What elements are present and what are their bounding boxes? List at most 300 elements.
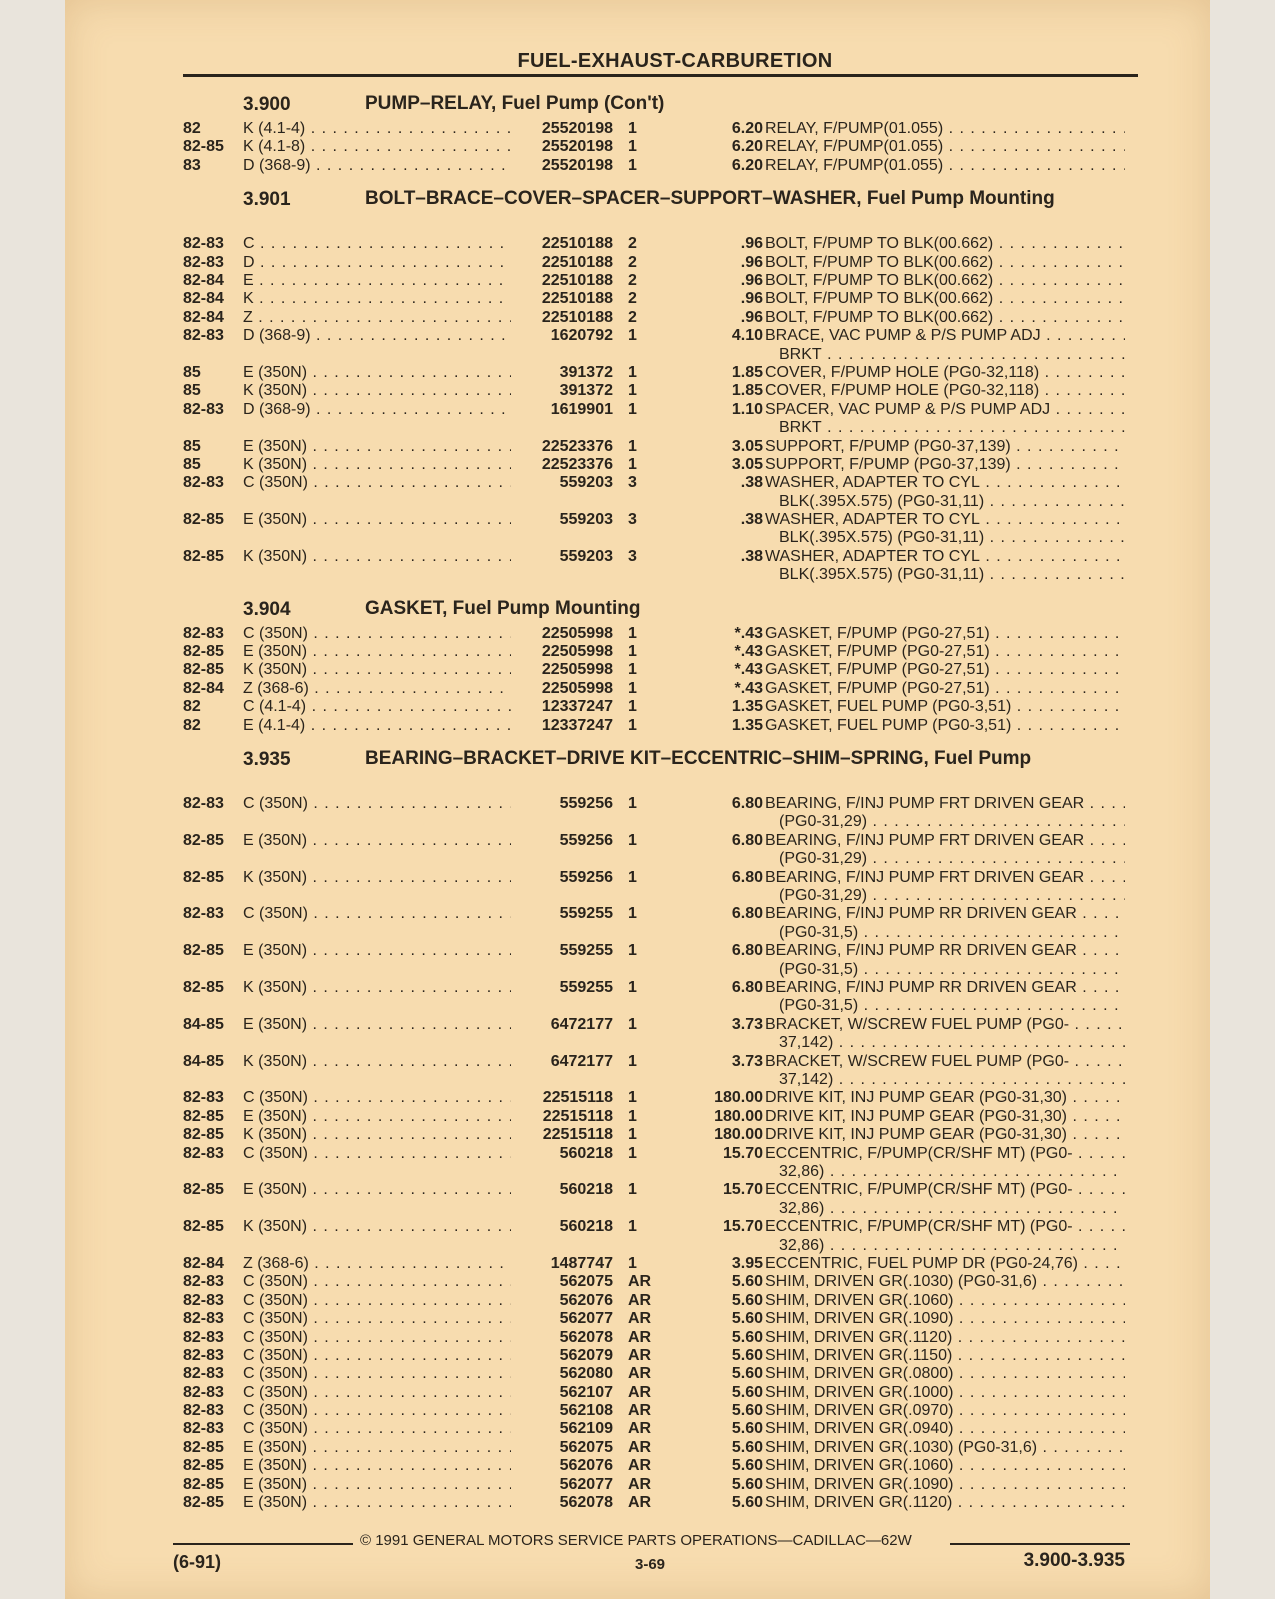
price: .96 (740, 235, 763, 253)
description-line: 32,86) . . . (765, 1200, 1125, 1218)
part-description (765, 942, 1125, 979)
part-number: 22515118 (539, 1108, 613, 1126)
model-year: 82-83 (183, 1089, 224, 1107)
price: 5.60 (731, 1475, 763, 1493)
price: 6.80 (731, 942, 763, 960)
part-description (765, 1292, 1125, 1310)
model-year: 82-84 (183, 679, 224, 697)
part-number: 1620792 (547, 327, 613, 345)
quantity: 1 (628, 661, 637, 679)
part-description (765, 327, 1125, 364)
price: 5.60 (731, 1494, 763, 1512)
engine-code: C (4.1-4) . . . (243, 698, 511, 716)
model-year: 82-83 (183, 1291, 224, 1309)
price: 1.35 (731, 716, 763, 734)
description-line: SHIM, DRIVEN GR(.1120) . . . (765, 1494, 1125, 1512)
quantity: 2 (628, 271, 637, 289)
table-row (183, 157, 1143, 175)
model-year: 82-84 (183, 1254, 224, 1272)
engine-code: E (350N) . . . (243, 438, 511, 456)
price: 1.35 (731, 698, 763, 716)
part-number: 22505998 (538, 643, 613, 661)
quantity: 1 (628, 1015, 637, 1033)
description-line: COVER, F/PUMP HOLE (PG0-32,118) . . . (765, 364, 1125, 382)
description-line: 37,142) . . . (765, 1071, 1125, 1089)
part-description (765, 698, 1125, 716)
price: .96 (740, 308, 763, 326)
engine-code: E (350N) . . . (243, 1439, 511, 1457)
part-description (765, 254, 1125, 272)
part-number: 22505998 (538, 661, 613, 679)
table-row (183, 942, 1143, 979)
engine-code: K (350N) . . . (243, 548, 511, 566)
price: 6.20 (731, 120, 763, 137)
model-year: 82-83 (183, 400, 224, 418)
description-line: (PG0-31,5) . . . (765, 924, 1125, 942)
table-row (183, 1273, 1143, 1291)
price: 180.00 (714, 1089, 763, 1107)
part-description (765, 1181, 1125, 1218)
quantity: 1 (628, 942, 637, 960)
part-number: 22523376 (538, 438, 613, 456)
quantity: 1 (628, 643, 637, 661)
model-year: 82-85 (183, 1438, 224, 1456)
quantity: AR (628, 1328, 652, 1346)
quantity: 1 (628, 455, 637, 473)
engine-code: C (350N) . . . (243, 795, 511, 813)
quantity: 1 (628, 1126, 637, 1144)
engine-code: C (350N) . . . (243, 1347, 511, 1365)
quantity: 1 (628, 716, 637, 734)
model-year: 82 (183, 698, 201, 716)
part-description (765, 1053, 1125, 1090)
section-rows (183, 625, 1143, 735)
description-line: SHIM, DRIVEN GR(.1120) . . . (765, 1329, 1125, 1347)
part-description (765, 1310, 1125, 1328)
model-year: 82-85 (183, 979, 224, 996)
part-description (765, 272, 1125, 290)
model-year: 82-85 (183, 643, 224, 661)
table-row (183, 698, 1143, 716)
part-description (765, 157, 1125, 175)
price: 6.80 (731, 795, 763, 813)
part-number: 562077 (556, 1310, 613, 1328)
model-year: 85 (183, 363, 201, 381)
model-year: 82-85 (183, 1457, 224, 1475)
quantity: 2 (628, 308, 637, 326)
model-year: 82-83 (183, 624, 224, 642)
part-number: 559255 (556, 942, 613, 960)
catalog-page (65, 0, 1210, 1599)
price: *.43 (734, 679, 763, 697)
description-line: SHIM, DRIVEN GR(.1060) . . . (765, 1457, 1125, 1475)
part-description (765, 474, 1125, 511)
table-row (183, 438, 1143, 456)
engine-code: C (350N) . . . (243, 905, 511, 923)
model-year: 82-83 (183, 1365, 224, 1383)
description-line: SHIM, DRIVEN GR(.1090) . . . (765, 1476, 1125, 1494)
table-row (183, 680, 1143, 698)
engine-code: K (350N) . . . (243, 456, 511, 474)
part-number: 560218 (556, 1145, 613, 1163)
table-row (183, 717, 1143, 735)
part-description (765, 1016, 1125, 1053)
section-header (183, 189, 1143, 231)
price: 180.00 (714, 1126, 763, 1144)
price: .38 (740, 511, 763, 529)
table-row (183, 625, 1143, 643)
part-number: 22523376 (538, 456, 613, 474)
part-description (765, 364, 1125, 382)
table-row (183, 1439, 1143, 1457)
engine-code: K (350N) . . . (243, 1053, 511, 1071)
part-description (765, 1108, 1125, 1126)
section-block (183, 599, 1143, 735)
part-number: 22505998 (538, 680, 613, 698)
part-number: 12337247 (538, 717, 613, 735)
table-row (183, 1016, 1143, 1053)
section-rows (183, 235, 1143, 585)
description-line: RELAY, F/PUMP(01.055) . . . (765, 138, 1125, 156)
part-number: 22515118 (539, 1126, 613, 1144)
model-year: 82 (183, 120, 201, 137)
part-number: 562076 (556, 1292, 613, 1310)
header-rule (183, 74, 1138, 77)
part-description (765, 1439, 1125, 1457)
price: 5.60 (731, 1457, 763, 1475)
model-year: 82-84 (183, 308, 224, 326)
model-year: 82-85 (183, 511, 224, 529)
table-row (183, 1402, 1143, 1420)
description-line: SHIM, DRIVEN GR(.1060) . . . (765, 1292, 1125, 1310)
table-row (183, 1347, 1143, 1365)
part-description (765, 869, 1125, 906)
part-number: 12337247 (538, 698, 613, 716)
section-number: 3.900 (243, 94, 291, 115)
model-year: 82-83 (183, 1144, 224, 1162)
model-year: 82-83 (183, 1310, 224, 1328)
description-line: GASKET, F/PUMP (PG0-27,51) . . . (765, 661, 1125, 679)
quantity: AR (628, 1273, 652, 1291)
engine-code: C . . . (243, 235, 511, 253)
model-year: 82-83 (183, 235, 224, 253)
part-number: 562076 (556, 1457, 613, 1475)
price: 5.60 (731, 1273, 763, 1291)
description-line: SHIM, DRIVEN GR(.0800) . . . (765, 1365, 1125, 1383)
part-number: 6472177 (547, 1053, 613, 1071)
description-line: ECCENTRIC, FUEL PUMP DR (PG0-24,76) . . . (765, 1255, 1125, 1273)
description-line: RELAY, F/PUMP(01.055) . . . (765, 120, 1125, 138)
part-description (765, 511, 1125, 548)
part-description (765, 1329, 1125, 1347)
quantity: AR (628, 1420, 652, 1438)
table-row (183, 474, 1143, 511)
engine-code: E (350N) . . . (243, 942, 511, 960)
description-line: BOLT, F/PUMP TO BLK(00.662) . . . (765, 272, 1125, 290)
section-title: BEARING–BRACKET–DRIVE KIT–ECCENTRIC–SHIM–SPRING, Fuel Pump (365, 748, 1032, 770)
engine-code: D . . . (243, 254, 511, 272)
engine-code: C (350N) . . . (243, 474, 511, 492)
engine-code: E (350N) . . . (243, 1457, 511, 1475)
table-row (183, 382, 1143, 400)
description-line: GASKET, F/PUMP (PG0-27,51) . . . (765, 680, 1125, 698)
description-line: BRACE, VAC PUMP & P/S PUMP ADJ . . . (765, 327, 1125, 345)
quantity: 1 (628, 698, 637, 716)
model-year: 82-85 (183, 547, 224, 565)
description-line: ECCENTRIC, F/PUMP(CR/SHF MT) (PG0- . . . (765, 1181, 1125, 1199)
description-line: BLK(.395X.575) (PG0-31,11) . . . (765, 529, 1125, 547)
description-line: DRIVE KIT, INJ PUMP GEAR (PG0-31,30) . . . (765, 1089, 1125, 1107)
model-year: 84-85 (183, 1052, 224, 1070)
description-line: ECCENTRIC, F/PUMP(CR/SHF MT) (PG0- . . . (765, 1145, 1125, 1163)
price: 3.73 (731, 1015, 763, 1033)
part-number: 562080 (556, 1365, 613, 1383)
model-year: 82-83 (183, 1346, 224, 1364)
description-line: BEARING, F/INJ PUMP RR DRIVEN GEAR . . . (765, 979, 1125, 997)
model-year: 84-85 (183, 1015, 224, 1033)
part-description (765, 625, 1125, 643)
table-row (183, 643, 1143, 661)
engine-code: K (350N) . . . (243, 1126, 511, 1144)
description-line: (PG0-31,29) . . . (765, 813, 1125, 831)
model-year: 82-85 (183, 1107, 224, 1125)
part-description (765, 1273, 1125, 1291)
section-title: BOLT–BRACE–COVER–SPACER–SUPPORT–WASHER, Fuel Pump Mounting (365, 188, 1055, 210)
engine-code: C (350N) . . . (243, 1329, 511, 1347)
price: 15.70 (722, 1218, 763, 1236)
part-number: 22505998 (538, 625, 613, 643)
price: .96 (740, 253, 763, 271)
quantity: 1 (628, 905, 637, 923)
quantity: AR (628, 1494, 652, 1512)
price: 15.70 (722, 1144, 763, 1162)
quantity: 1 (628, 1107, 637, 1125)
engine-code: Z (368-6) . . . (243, 680, 511, 698)
part-number: 559256 (556, 832, 613, 850)
price: 5.60 (731, 1402, 763, 1420)
price: 1.85 (731, 382, 763, 400)
description-line: (PG0-31,5) . . . (765, 997, 1125, 1015)
part-number: 562078 (556, 1494, 613, 1512)
part-description (765, 290, 1125, 308)
model-year: 82 (183, 716, 201, 734)
table-row (183, 1420, 1143, 1438)
table-row (183, 401, 1143, 438)
price: 180.00 (714, 1107, 763, 1125)
section-header (183, 599, 1143, 621)
part-description (765, 138, 1125, 156)
price: 5.60 (731, 1438, 763, 1456)
part-number: 391372 (556, 364, 613, 382)
price: 6.80 (731, 868, 763, 886)
engine-code: E (350N) . . . (243, 1476, 511, 1494)
table-row (183, 290, 1143, 308)
table-row (183, 1053, 1143, 1090)
price: 1.10 (731, 400, 763, 418)
part-description (765, 680, 1125, 698)
quantity: 3 (628, 474, 637, 492)
price: *.43 (734, 624, 763, 642)
description-line: (PG0-31,5) . . . (765, 961, 1125, 979)
table-row (183, 1494, 1143, 1512)
part-number: 559255 (556, 905, 613, 923)
engine-code: D (368-9) . . . (243, 327, 511, 345)
quantity: 1 (628, 400, 637, 418)
part-description (765, 438, 1125, 456)
engine-code: E (350N) . . . (243, 832, 511, 850)
part-description (765, 1126, 1125, 1144)
model-year: 82-83 (183, 1328, 224, 1346)
description-line: GASKET, FUEL PUMP (PG0-3,51) . . . (765, 698, 1125, 716)
description-line: GASKET, FUEL PUMP (PG0-3,51) . . . (765, 717, 1125, 735)
engine-code: K (4.1-8) . . . (243, 138, 511, 156)
part-number: 559203 (556, 548, 613, 566)
part-description (765, 1365, 1125, 1383)
description-line: COVER, F/PUMP HOLE (PG0-32,118) . . . (765, 382, 1125, 400)
price: *.43 (734, 643, 763, 661)
part-description (765, 1457, 1125, 1475)
table-row (183, 1089, 1143, 1107)
quantity: AR (628, 1457, 652, 1475)
table-row (183, 548, 1143, 585)
description-line: BOLT, F/PUMP TO BLK(00.662) . . . (765, 290, 1125, 308)
description-line: SHIM, DRIVEN GR(.0970) . . . (765, 1402, 1125, 1420)
model-year: 82-85 (183, 1494, 224, 1512)
part-number: 562107 (556, 1384, 613, 1402)
part-number: 562109 (556, 1420, 613, 1438)
table-row (183, 235, 1143, 253)
model-year: 82-85 (183, 942, 224, 960)
quantity: 3 (628, 547, 637, 565)
footer-rule-right (950, 1543, 1130, 1545)
parts-listing (183, 94, 1143, 1512)
price: 3.95 (731, 1254, 763, 1272)
engine-code: C (350N) . . . (243, 1273, 511, 1291)
section-title: GASKET, Fuel Pump Mounting (365, 597, 641, 619)
table-row (183, 1329, 1143, 1347)
table-row (183, 979, 1143, 1016)
quantity: 3 (628, 511, 637, 529)
description-line: RELAY, F/PUMP(01.055) . . . (765, 157, 1125, 175)
quantity: 2 (628, 253, 637, 271)
table-row (183, 364, 1143, 382)
price: 5.60 (731, 1383, 763, 1401)
part-number: 25520198 (538, 138, 613, 156)
model-year: 82-83 (183, 327, 224, 345)
table-row (183, 1108, 1143, 1126)
part-number: 559203 (556, 474, 613, 492)
engine-code: E . . . (243, 272, 511, 290)
section-spacer (183, 175, 1143, 189)
table-row (183, 869, 1143, 906)
price: .38 (740, 474, 763, 492)
description-line: WASHER, ADAPTER TO CYL . . . (765, 474, 1125, 492)
model-year: 82-83 (183, 795, 224, 813)
footer-rule-left (173, 1543, 353, 1545)
part-description (765, 235, 1125, 253)
part-number: 560218 (556, 1218, 613, 1236)
table-row (183, 1384, 1143, 1402)
price: 5.60 (731, 1365, 763, 1383)
part-description (765, 643, 1125, 661)
footer-revision-date: (6-91) (173, 1552, 222, 1572)
engine-code: E (350N) . . . (243, 1494, 511, 1512)
part-number: 559256 (556, 869, 613, 887)
engine-code: C (350N) . . . (243, 1292, 511, 1310)
part-number: 560218 (556, 1181, 613, 1199)
price: 3.05 (731, 437, 763, 455)
part-description (765, 979, 1125, 1016)
price: 6.80 (731, 831, 763, 849)
section-header (183, 749, 1143, 791)
model-year: 82-83 (183, 474, 224, 492)
model-year: 82-85 (183, 1475, 224, 1493)
model-year: 82-85 (183, 661, 224, 679)
table-row (183, 120, 1143, 138)
section-number: 3.901 (243, 189, 291, 211)
part-description (765, 401, 1125, 438)
table-row (183, 1457, 1143, 1475)
quantity: AR (628, 1346, 652, 1364)
description-line: (PG0-31,29) . . . (765, 887, 1125, 905)
price: 4.10 (731, 327, 763, 345)
quantity: 1 (628, 1218, 637, 1236)
description-line: SPACER, VAC PUMP & P/S PUMP ADJ . . . (765, 401, 1125, 419)
description-line: SHIM, DRIVEN GR(.1030) (PG0-31,6) . . . (765, 1273, 1125, 1291)
description-line: GASKET, F/PUMP (PG0-27,51) . . . (765, 643, 1125, 661)
description-line: SHIM, DRIVEN GR(.1150) . . . (765, 1347, 1125, 1365)
table-row (183, 138, 1143, 156)
description-line: GASKET, F/PUMP (PG0-27,51) . . . (765, 625, 1125, 643)
price: 6.20 (731, 138, 763, 156)
price: 3.73 (731, 1052, 763, 1070)
quantity: 1 (628, 1052, 637, 1070)
engine-code: E (350N) . . . (243, 511, 511, 529)
part-number: 25520198 (538, 157, 613, 175)
price: 5.60 (731, 1420, 763, 1438)
part-number: 562108 (556, 1402, 613, 1420)
engine-code: K (4.1-4) . . . (243, 120, 511, 138)
description-line: BRACKET, W/SCREW FUEL PUMP (PG0- . . . (765, 1053, 1125, 1071)
engine-code: C (350N) . . . (243, 1310, 511, 1328)
price: *.43 (734, 661, 763, 679)
model-year: 83 (183, 156, 201, 174)
table-row (183, 1126, 1143, 1144)
description-line: BEARING, F/INJ PUMP FRT DRIVEN GEAR . . . (765, 869, 1125, 887)
part-description (765, 1145, 1125, 1182)
table-row (183, 1365, 1143, 1383)
table-row (183, 905, 1143, 942)
footer-section-range: 3.900-3.935 (1023, 1550, 1125, 1571)
part-description (765, 1420, 1125, 1438)
description-line: 32,86) . . . (765, 1237, 1125, 1255)
model-year: 85 (183, 382, 201, 400)
section-rows (183, 120, 1143, 175)
part-description (765, 382, 1125, 400)
quantity: AR (628, 1365, 652, 1383)
price: 1.85 (731, 363, 763, 381)
model-year: 82-85 (183, 831, 224, 849)
quantity: 1 (628, 1144, 637, 1162)
part-number: 559256 (556, 795, 613, 813)
quantity: 1 (628, 1181, 637, 1199)
description-line: SHIM, DRIVEN GR(.1000) . . . (765, 1384, 1125, 1402)
part-number: 22510188 (538, 272, 613, 290)
table-row (183, 1292, 1143, 1310)
quantity: AR (628, 1383, 652, 1401)
description-line: BLK(.395X.575) (PG0-31,11) . . . (765, 566, 1125, 584)
table-row (183, 1255, 1143, 1273)
